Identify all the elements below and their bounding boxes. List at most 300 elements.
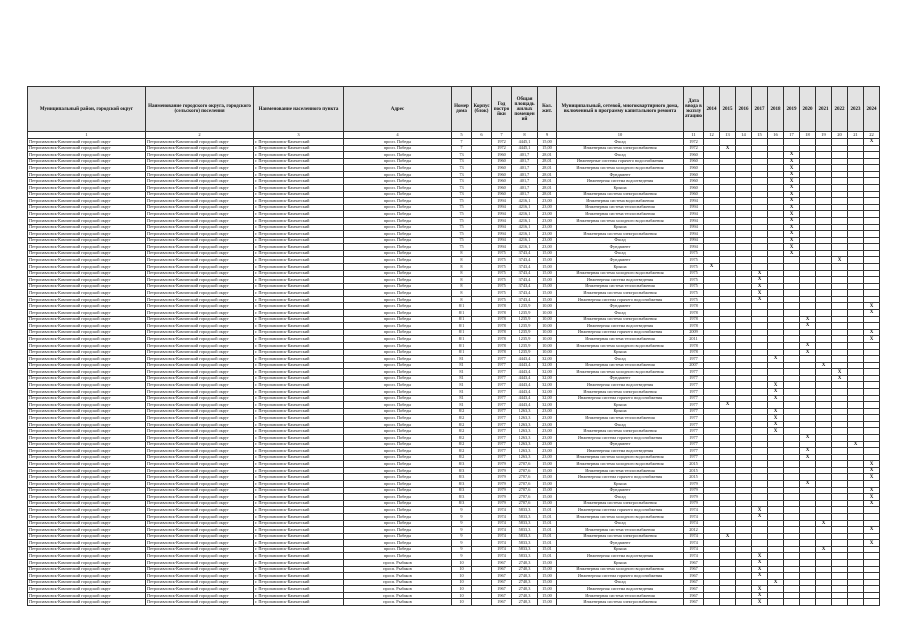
year-mark-cell: X bbox=[864, 500, 880, 507]
settlement-cell: Петропавловск-Камчатский городской округ bbox=[146, 461, 254, 468]
year-mark-cell bbox=[816, 336, 832, 343]
table-row bbox=[28, 152, 880, 159]
house-number-cell: 81 bbox=[452, 369, 472, 376]
build-year-cell: 1994 bbox=[492, 217, 512, 224]
house-number-cell: 81 bbox=[452, 395, 472, 402]
year-mark-cell: X bbox=[752, 290, 768, 297]
year-mark-cell: X bbox=[752, 507, 768, 514]
house-number-cell: 8/1 bbox=[452, 342, 472, 349]
year-mark-cell bbox=[784, 139, 800, 146]
year-mark-cell bbox=[704, 224, 720, 231]
year-mark-cell: X bbox=[832, 375, 848, 382]
table-row bbox=[28, 540, 880, 547]
year-mark-cell bbox=[864, 454, 880, 461]
year-mark-cell bbox=[784, 362, 800, 369]
block-cell bbox=[472, 533, 492, 540]
year-mark-cell bbox=[784, 540, 800, 547]
commission-year-cell: 1974 bbox=[684, 533, 704, 540]
year-mark-cell bbox=[768, 520, 784, 527]
commission-year-cell: 1974 bbox=[684, 513, 704, 520]
settlement-cell: Петропавловск-Камчатский городской округ bbox=[146, 560, 254, 567]
table-row bbox=[28, 474, 880, 481]
locality-cell: г. Петропавловск-Камчатский bbox=[254, 474, 344, 481]
year-mark-cell bbox=[832, 553, 848, 560]
area-cell: 1263,3 bbox=[512, 421, 538, 428]
year-mark-cell bbox=[768, 461, 784, 468]
year-mark-cell bbox=[816, 237, 832, 244]
year-mark-cell bbox=[704, 257, 720, 264]
year-mark-cell bbox=[784, 296, 800, 303]
year-mark-cell bbox=[864, 283, 880, 290]
year-mark-cell bbox=[736, 152, 752, 159]
address-cell: просп. Победы bbox=[344, 362, 452, 369]
year-mark-cell bbox=[864, 382, 880, 389]
column-header: 2017 bbox=[752, 87, 768, 132]
floors-cell: 10,00 bbox=[538, 342, 557, 349]
year-mark-cell bbox=[816, 270, 832, 277]
block-cell bbox=[472, 513, 492, 520]
floors-cell: 15,00 bbox=[538, 494, 557, 501]
year-mark-cell bbox=[832, 494, 848, 501]
column-header: 2015 bbox=[720, 87, 736, 132]
year-mark-cell bbox=[832, 165, 848, 172]
build-year-cell: 1967 bbox=[492, 566, 512, 573]
year-mark-cell: X bbox=[864, 540, 880, 547]
year-mark-cell bbox=[848, 566, 864, 573]
year-mark-cell bbox=[800, 415, 816, 422]
district-cell: Петропавловск-Камчатский городской округ bbox=[28, 527, 146, 534]
block-cell bbox=[472, 310, 492, 317]
year-mark-cell: X bbox=[752, 586, 768, 593]
year-mark-cell bbox=[736, 448, 752, 455]
floors-cell: 15,00 bbox=[538, 599, 557, 606]
component-cell: Инженерная система горячего водоснабжения bbox=[557, 329, 684, 336]
settlement-cell: Петропавловск-Камчатский городской округ bbox=[146, 566, 254, 573]
district-cell: Петропавловск-Камчатский городской округ bbox=[28, 224, 146, 231]
year-mark-cell bbox=[704, 296, 720, 303]
floors-cell: 15,00 bbox=[538, 467, 557, 474]
year-mark-cell bbox=[704, 231, 720, 238]
house-number-cell: 75 bbox=[452, 224, 472, 231]
table-row bbox=[28, 296, 880, 303]
area-cell: 1263,3 bbox=[512, 441, 538, 448]
year-mark-cell bbox=[720, 165, 736, 172]
year-mark-cell bbox=[848, 277, 864, 284]
column-number: 3 bbox=[254, 132, 344, 139]
year-mark-cell bbox=[864, 145, 880, 152]
year-mark-cell bbox=[768, 560, 784, 567]
floors-cell: 23,00 bbox=[538, 217, 557, 224]
commission-year-cell: 1967 bbox=[684, 586, 704, 593]
year-mark-cell bbox=[752, 349, 768, 356]
year-mark-cell bbox=[784, 533, 800, 540]
settlement-cell: Петропавловск-Камчатский городской округ bbox=[146, 139, 254, 146]
year-mark-cell bbox=[800, 507, 816, 514]
year-mark-cell: X bbox=[784, 165, 800, 172]
settlement-cell: Петропавловск-Камчатский городской округ bbox=[146, 586, 254, 593]
area-cell: 4216,1 bbox=[512, 211, 538, 218]
component-cell: Инженерная система водоотведения bbox=[557, 277, 684, 284]
house-number-cell: 8/1 bbox=[452, 329, 472, 336]
year-mark-cell bbox=[736, 356, 752, 363]
table-row bbox=[28, 467, 880, 474]
year-mark-cell bbox=[736, 474, 752, 481]
year-mark-cell bbox=[800, 139, 816, 146]
block-cell bbox=[472, 395, 492, 402]
district-cell: Петропавловск-Камчатский городской округ bbox=[28, 454, 146, 461]
year-mark-cell bbox=[768, 250, 784, 257]
build-year-cell: 1972 bbox=[492, 145, 512, 152]
floors-cell: 10,00 bbox=[538, 336, 557, 343]
locality-cell: г. Петропавловск-Камчатский bbox=[254, 428, 344, 435]
floors-cell: 23,00 bbox=[538, 415, 557, 422]
district-cell: Петропавловск-Камчатский городской округ bbox=[28, 191, 146, 198]
year-mark-cell bbox=[864, 599, 880, 606]
block-cell bbox=[472, 435, 492, 442]
year-mark-cell bbox=[784, 356, 800, 363]
year-mark-cell bbox=[736, 198, 752, 205]
year-mark-cell bbox=[704, 395, 720, 402]
year-mark-cell bbox=[832, 231, 848, 238]
year-mark-cell bbox=[736, 395, 752, 402]
commission-year-cell: 1967 bbox=[684, 592, 704, 599]
block-cell bbox=[472, 270, 492, 277]
area-cell: 4443,4 bbox=[512, 356, 538, 363]
year-mark-cell: X bbox=[784, 217, 800, 224]
area-cell: 401,7 bbox=[512, 165, 538, 172]
year-mark-cell bbox=[736, 566, 752, 573]
settlement-cell: Петропавловск-Камчатский городской округ bbox=[146, 171, 254, 178]
year-mark-cell bbox=[816, 441, 832, 448]
year-mark-cell bbox=[784, 270, 800, 277]
year-mark-cell bbox=[832, 520, 848, 527]
settlement-cell: Петропавловск-Камчатский городской округ bbox=[146, 237, 254, 244]
floors-cell: 23,00 bbox=[538, 441, 557, 448]
commission-year-cell: 1994 bbox=[684, 217, 704, 224]
address-cell: просп. Победы bbox=[344, 408, 452, 415]
year-mark-cell bbox=[800, 250, 816, 257]
year-mark-cell bbox=[736, 270, 752, 277]
component-cell: Фасад bbox=[557, 579, 684, 586]
year-mark-cell: X bbox=[816, 362, 832, 369]
district-cell: Петропавловск-Камчатский городской округ bbox=[28, 310, 146, 317]
floors-cell: 28,01 bbox=[538, 171, 557, 178]
year-mark-cell bbox=[832, 211, 848, 218]
settlement-cell: Петропавловск-Камчатский городской округ bbox=[146, 421, 254, 428]
year-mark-cell bbox=[816, 586, 832, 593]
house-number-cell: 81 bbox=[452, 388, 472, 395]
year-mark-cell bbox=[816, 303, 832, 310]
floors-cell: 15,00 bbox=[538, 263, 557, 270]
build-year-cell: 1974 bbox=[492, 520, 512, 527]
house-number-cell: 75 bbox=[452, 211, 472, 218]
component-cell: Крыша bbox=[557, 560, 684, 567]
build-year-cell: 1978 bbox=[492, 329, 512, 336]
settlement-cell: Петропавловск-Камчатский городской округ bbox=[146, 408, 254, 415]
table-row bbox=[28, 158, 880, 165]
build-year-cell: 1977 bbox=[492, 402, 512, 409]
column-number: 2 bbox=[146, 132, 254, 139]
year-mark-cell bbox=[768, 237, 784, 244]
year-mark-cell bbox=[768, 375, 784, 382]
year-mark-cell bbox=[752, 546, 768, 553]
address-cell: просп. Победы bbox=[344, 316, 452, 323]
year-mark-cell bbox=[848, 546, 864, 553]
settlement-cell: Петропавловск-Камчатский городской округ bbox=[146, 349, 254, 356]
year-mark-cell bbox=[768, 139, 784, 146]
year-mark-cell bbox=[816, 467, 832, 474]
floors-cell: 23,00 bbox=[538, 428, 557, 435]
locality-cell: г. Петропавловск-Камчатский bbox=[254, 139, 344, 146]
commission-year-cell: 1977 bbox=[684, 356, 704, 363]
commission-year-cell: 1977 bbox=[684, 375, 704, 382]
year-mark-cell bbox=[736, 533, 752, 540]
address-cell: просп. Победы bbox=[344, 467, 452, 474]
year-mark-cell bbox=[752, 527, 768, 534]
year-mark-cell bbox=[832, 586, 848, 593]
year-mark-cell bbox=[864, 277, 880, 284]
year-mark-cell bbox=[816, 224, 832, 231]
locality-cell: г. Петропавловск-Камчатский bbox=[254, 283, 344, 290]
address-cell: просп. Победы bbox=[344, 145, 452, 152]
build-year-cell: 1975 bbox=[492, 283, 512, 290]
year-mark-cell bbox=[736, 586, 752, 593]
table-row bbox=[28, 231, 880, 238]
year-mark-cell bbox=[720, 152, 736, 159]
year-mark-cell bbox=[848, 448, 864, 455]
year-mark-cell bbox=[832, 454, 848, 461]
locality-cell: г. Петропавловск-Камчатский bbox=[254, 231, 344, 238]
year-mark-cell bbox=[768, 533, 784, 540]
year-mark-cell bbox=[816, 461, 832, 468]
area-cell: 5833,3 bbox=[512, 546, 538, 553]
year-mark-cell bbox=[752, 454, 768, 461]
table-row bbox=[28, 139, 880, 146]
year-mark-cell bbox=[800, 560, 816, 567]
year-mark-cell bbox=[800, 467, 816, 474]
build-year-cell: 1979 bbox=[492, 494, 512, 501]
year-mark-cell bbox=[752, 211, 768, 218]
settlement-cell: Петропавловск-Камчатский городской округ bbox=[146, 520, 254, 527]
year-mark-cell bbox=[768, 152, 784, 159]
block-cell bbox=[472, 599, 492, 606]
floors-cell: 15,01 bbox=[538, 527, 557, 534]
year-mark-cell bbox=[848, 487, 864, 494]
year-mark-cell bbox=[784, 310, 800, 317]
component-cell: Фундамент bbox=[557, 441, 684, 448]
year-mark-cell bbox=[832, 428, 848, 435]
house-number-cell: 8 bbox=[452, 257, 472, 264]
commission-year-cell: 1960 bbox=[684, 158, 704, 165]
year-mark-cell: X bbox=[752, 513, 768, 520]
component-cell: Фасад bbox=[557, 494, 684, 501]
year-mark-cell bbox=[832, 540, 848, 547]
area-cell: 401,7 bbox=[512, 171, 538, 178]
year-mark-cell bbox=[720, 139, 736, 146]
build-year-cell: 1960 bbox=[492, 152, 512, 159]
year-mark-cell bbox=[752, 382, 768, 389]
address-cell: просп. Победы bbox=[344, 139, 452, 146]
settlement-cell: Петропавловск-Камчатский городской округ bbox=[146, 402, 254, 409]
year-mark-cell bbox=[736, 310, 752, 317]
floors-cell: 15,00 bbox=[538, 270, 557, 277]
year-mark-cell bbox=[752, 421, 768, 428]
year-mark-cell bbox=[800, 296, 816, 303]
build-year-cell: 1975 bbox=[492, 296, 512, 303]
year-mark-cell bbox=[848, 507, 864, 514]
year-mark-cell bbox=[800, 152, 816, 159]
year-mark-cell bbox=[752, 263, 768, 270]
year-mark-cell bbox=[864, 191, 880, 198]
locality-cell: г. Петропавловск-Камчатский bbox=[254, 237, 344, 244]
column-number: 13 bbox=[720, 132, 736, 139]
year-mark-cell bbox=[736, 573, 752, 580]
area-cell: 4443,4 bbox=[512, 369, 538, 376]
component-cell: Фасад bbox=[557, 421, 684, 428]
year-mark-cell bbox=[736, 283, 752, 290]
year-mark-cell bbox=[864, 263, 880, 270]
year-mark-cell bbox=[752, 244, 768, 251]
commission-year-cell: 2009 bbox=[684, 329, 704, 336]
year-mark-cell bbox=[832, 270, 848, 277]
year-mark-cell bbox=[816, 342, 832, 349]
component-cell: Крыша bbox=[557, 481, 684, 488]
year-mark-cell bbox=[704, 152, 720, 159]
year-mark-cell bbox=[816, 191, 832, 198]
year-mark-cell bbox=[832, 435, 848, 442]
locality-cell: г. Петропавловск-Камчатский bbox=[254, 185, 344, 192]
year-mark-cell bbox=[752, 316, 768, 323]
component-cell: Инженерная система электроснабжения bbox=[557, 316, 684, 323]
year-mark-cell bbox=[768, 165, 784, 172]
settlement-cell: Петропавловск-Камчатский городской округ bbox=[146, 165, 254, 172]
year-mark-cell bbox=[752, 408, 768, 415]
year-mark-cell bbox=[784, 388, 800, 395]
floors-cell: 15,00 bbox=[538, 579, 557, 586]
year-mark-cell bbox=[832, 171, 848, 178]
address-cell: просп. Победы bbox=[344, 487, 452, 494]
commission-year-cell: 1979 bbox=[684, 481, 704, 488]
build-year-cell: 1967 bbox=[492, 579, 512, 586]
commission-year-cell: 1967 bbox=[684, 560, 704, 567]
year-mark-cell bbox=[736, 165, 752, 172]
year-mark-cell bbox=[736, 296, 752, 303]
district-cell: Петропавловск-Камчатский городской округ bbox=[28, 283, 146, 290]
year-mark-cell: X bbox=[864, 310, 880, 317]
year-mark-cell bbox=[768, 507, 784, 514]
year-mark-cell bbox=[832, 244, 848, 251]
locality-cell: г. Петропавловск-Камчатский bbox=[254, 263, 344, 270]
year-mark-cell bbox=[800, 441, 816, 448]
year-mark-cell bbox=[752, 461, 768, 468]
year-mark-cell: X bbox=[768, 356, 784, 363]
repair-schedule-table bbox=[27, 86, 880, 606]
address-cell: просп. Победы bbox=[344, 270, 452, 277]
year-mark-cell bbox=[704, 310, 720, 317]
area-cell: 3743,4 bbox=[512, 296, 538, 303]
year-mark-cell bbox=[848, 362, 864, 369]
house-number-cell: 8/3 bbox=[452, 487, 472, 494]
year-mark-cell bbox=[768, 362, 784, 369]
commission-year-cell: 2007 bbox=[684, 362, 704, 369]
commission-year-cell: 1978 bbox=[684, 316, 704, 323]
block-cell bbox=[472, 283, 492, 290]
year-mark-cell bbox=[832, 395, 848, 402]
component-cell: Крыша bbox=[557, 546, 684, 553]
year-mark-cell bbox=[720, 244, 736, 251]
year-mark-cell bbox=[784, 316, 800, 323]
component-cell: Крыша bbox=[557, 402, 684, 409]
year-mark-cell bbox=[720, 231, 736, 238]
year-mark-cell bbox=[848, 369, 864, 376]
component-cell: Инженерная система теплоснабжения bbox=[557, 467, 684, 474]
year-mark-cell bbox=[784, 592, 800, 599]
year-mark-cell bbox=[768, 178, 784, 185]
block-cell bbox=[472, 362, 492, 369]
floors-cell: 32,00 bbox=[538, 362, 557, 369]
year-mark-cell bbox=[800, 244, 816, 251]
settlement-cell: Петропавловск-Камчатский городской округ bbox=[146, 283, 254, 290]
component-cell: Инженерная система водоотведения bbox=[557, 323, 684, 330]
table-row bbox=[28, 527, 880, 534]
block-cell bbox=[472, 408, 492, 415]
commission-year-cell: 2015 bbox=[684, 474, 704, 481]
area-cell: 4443,4 bbox=[512, 382, 538, 389]
year-mark-cell bbox=[704, 494, 720, 501]
build-year-cell: 1978 bbox=[492, 316, 512, 323]
block-cell bbox=[472, 316, 492, 323]
year-mark-cell bbox=[848, 191, 864, 198]
settlement-cell: Петропавловск-Камчатский городской округ bbox=[146, 217, 254, 224]
address-cell: просп. Победы bbox=[344, 329, 452, 336]
settlement-cell: Петропавловск-Камчатский городской округ bbox=[146, 329, 254, 336]
year-mark-cell bbox=[736, 494, 752, 501]
year-mark-cell bbox=[720, 546, 736, 553]
year-mark-cell bbox=[752, 336, 768, 343]
district-cell: Петропавловск-Камчатский городской округ bbox=[28, 369, 146, 376]
year-mark-cell: X bbox=[752, 566, 768, 573]
year-mark-cell bbox=[784, 579, 800, 586]
year-mark-cell bbox=[800, 191, 816, 198]
year-mark-cell bbox=[864, 481, 880, 488]
year-mark-cell bbox=[800, 217, 816, 224]
component-cell: Крыша bbox=[557, 185, 684, 192]
year-mark-cell bbox=[784, 494, 800, 501]
year-mark-cell bbox=[736, 211, 752, 218]
floors-cell: 15,00 bbox=[538, 500, 557, 507]
locality-cell: г. Петропавловск-Камчатский bbox=[254, 448, 344, 455]
settlement-cell: Петропавловск-Камчатский городской округ bbox=[146, 369, 254, 376]
year-mark-cell bbox=[736, 139, 752, 146]
year-mark-cell bbox=[848, 382, 864, 389]
year-mark-cell bbox=[720, 467, 736, 474]
district-cell: Петропавловск-Камчатский городской округ bbox=[28, 441, 146, 448]
house-number-cell: 8/3 bbox=[452, 481, 472, 488]
block-cell bbox=[472, 566, 492, 573]
component-cell: Инженерная система теплоснабжения bbox=[557, 204, 684, 211]
locality-cell: г. Петропавловск-Камчатский bbox=[254, 382, 344, 389]
year-mark-cell: X bbox=[784, 237, 800, 244]
floors-cell: 15,00 bbox=[538, 290, 557, 297]
year-mark-cell bbox=[800, 165, 816, 172]
year-mark-cell bbox=[864, 592, 880, 599]
year-mark-cell bbox=[816, 388, 832, 395]
house-number-cell: 75 bbox=[452, 231, 472, 238]
settlement-cell: Петропавловск-Камчатский городской округ bbox=[146, 198, 254, 205]
house-number-cell: 8/3 bbox=[452, 461, 472, 468]
year-mark-cell bbox=[800, 283, 816, 290]
year-mark-cell bbox=[752, 185, 768, 192]
